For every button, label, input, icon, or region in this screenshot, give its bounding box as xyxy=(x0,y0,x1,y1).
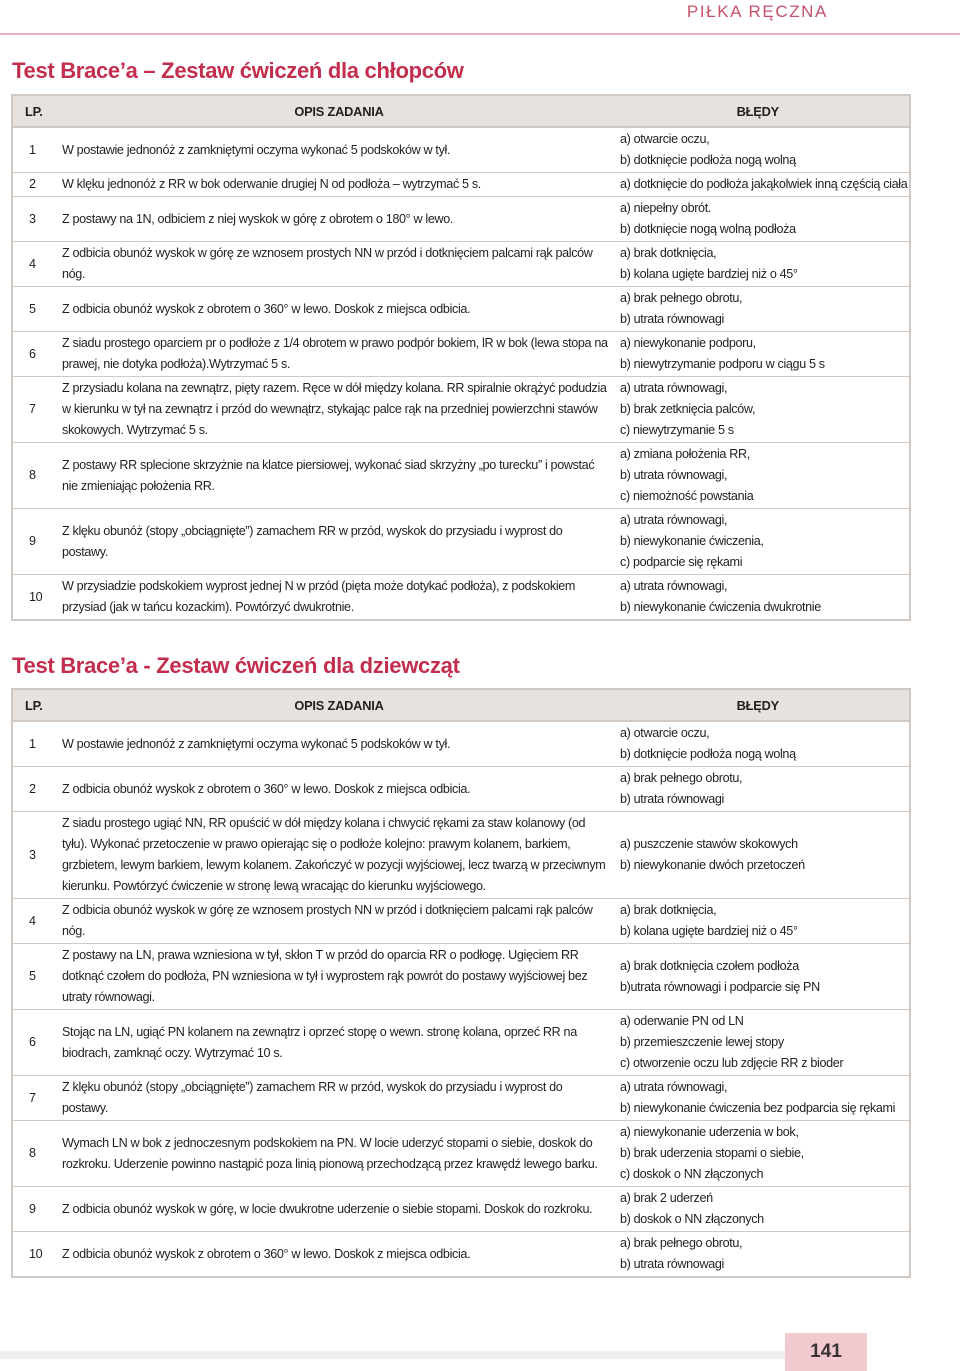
cell-errors: a) utrata równowagi, b) niewykonanie ćwiczenia, c) podparcie się rękami xyxy=(616,509,910,575)
cell-description: Z odbicia obunóż wyskok z obrotem o 360° w lewo. Doskok z miejsca odbicia. xyxy=(62,767,616,812)
column-header-errors: BŁĘDY xyxy=(616,95,910,127)
cell-lp: 9 xyxy=(12,1187,62,1232)
cell-description: Z postawy na LN, prawa wzniesiona w tył, skłon T w przód do oparcia RR o podłogę. Ugięciem RR dotknąć czołem do podłoża, PN wzniesiona w tył i wyprostem rąk powrót do postawy wyjściowej bez utraty równowagi. xyxy=(62,944,616,1010)
cell-lp: 4 xyxy=(12,899,62,944)
table-header-row xyxy=(12,689,910,721)
cell-errors: a) puszczenie stawów skokowych b) niewykonanie dwóch przetoczeń xyxy=(616,812,910,899)
cell-description: W klęku jednonóż z RR w bok oderwanie drugiej N od podłoża – wytrzymać 5 s. xyxy=(62,173,616,197)
cell-description: Z klęku obunóż (stopy „obciągnięte”) zamachem RR w przód, wyskok do przysiadu i wyprost do postawy. xyxy=(62,509,616,575)
cell-description: W postawie jednonóż z zamkniętymi oczyma wykonać 5 podskoków w tył. xyxy=(62,127,616,173)
cell-lp: 7 xyxy=(12,377,62,443)
cell-lp: 4 xyxy=(12,242,62,287)
cell-errors: a) niewykonanie uderzenia w bok, b) brak uderzenia stopami o siebie, c) doskok o NN złączonych xyxy=(616,1121,910,1187)
table-row xyxy=(12,197,910,242)
cell-description: Z odbicia obunóż wyskok z obrotem o 360° w lewo. Doskok z miejsca odbicia. xyxy=(62,1246,471,1261)
cell-description: Z siadu prostego ugiąć NN, RR opuścić w dół między kolana i chwycić rękami za staw kolanowy (od tyłu). Wykonać przetoczenie w prawo opierając się o podłoże kolejno: prawym kolanem, barkiem, grzbietem, lewym barkiem, lewym kolanem. Zakończyć w pozycji wyjściowej, lecz twarzą w przeciwnym kierunku. Powtórzyć ćwiczenie w stronę lewą wracając do kierunku wyjściowego. xyxy=(62,812,616,899)
cell-lp: 1 xyxy=(12,721,62,767)
cell-lp: 2 xyxy=(12,767,62,812)
table-row xyxy=(12,443,910,509)
table-row xyxy=(12,812,910,899)
cell-lp: 3 xyxy=(12,197,62,242)
table-row xyxy=(12,575,910,621)
cell-errors: a) utrata równowagi, b) niewykonanie ćwiczenia bez podparcia się rękami xyxy=(616,1076,910,1121)
cell-errors: a) utrata równowagi, b) niewykonanie ćwiczenia dwukrotnie xyxy=(620,579,821,614)
cell-lp: 1 xyxy=(12,127,62,173)
table-header-row xyxy=(12,95,910,127)
table-row xyxy=(12,767,910,812)
cell-description: Z odbicia obunóż wyskok w górę ze wznosem prostych NN w przód i dotknięciem palcami rąk palców nóg. xyxy=(62,899,616,944)
table-row xyxy=(12,287,910,332)
table-row xyxy=(12,509,910,575)
cell-errors: a) otwarcie oczu, b) dotknięcie podłoża nogą wolną xyxy=(616,721,910,767)
cell-errors: a) brak dotknięcia, b) kolana ugięte bardziej niż o 45° xyxy=(616,242,910,287)
cell-errors: a) oderwanie PN od LN b) przemieszczenie lewej stopy c) otworzenie oczu lub zdjęcie RR z bioder xyxy=(616,1010,910,1076)
cell-errors: a) otwarcie oczu, b) dotknięcie podłoża nogą wolną xyxy=(616,127,910,173)
table-row xyxy=(12,377,910,443)
table-row xyxy=(12,127,910,173)
cell-lp: 5 xyxy=(12,287,62,332)
cell-description: Z klęku obunóż (stopy „obciągnięte”) zamachem RR w przód, wyskok do przysiadu i wyprost do postawy. xyxy=(62,1076,616,1121)
table-row xyxy=(12,1187,910,1232)
table-row xyxy=(12,173,910,197)
cell-errors: a) brak dotknięcia, b) kolana ugięte bardziej niż o 45° xyxy=(616,899,910,944)
cell-lp: 10 xyxy=(29,1246,43,1261)
cell-description: W przysiadzie podskokiem wyprost jednej N w przód (pięta może dotykać podłoża), z podskokiem przysiad (jak w tańcu kozackim). Powtórzyć dwukrotnie. xyxy=(62,579,576,614)
cell-description: Z przysiadu kolana na zewnątrz, pięty razem. Ręce w dół między kolana. RR spiralnie okrążyć podudzia w kierunku w tył na zewnątrz i przód do wewnątrz, stykając palce rąk na przedniej powierzchni stawów skokowych. Wytrzymać 5 s. xyxy=(62,377,616,443)
table-row xyxy=(12,332,910,377)
cell-errors: a) brak dotknięcia czołem podłoża b)utrata równowagi i podparcie się PN xyxy=(616,944,910,1010)
cell-description: Z odbicia obunóż wyskok w górę ze wznosem prostych NN w przód i dotknięciem palcami rąk palców nóg. xyxy=(62,242,616,287)
footer-bar xyxy=(0,1351,785,1359)
table-row xyxy=(12,1010,910,1076)
column-header-errors: BŁĘDY xyxy=(616,689,910,721)
cell-lp: 10 xyxy=(29,589,43,604)
cell-errors: a) brak pełnego obrotu, b) utrata równowagi xyxy=(616,287,910,332)
table-body-boys xyxy=(12,127,910,620)
cell-lp: 2 xyxy=(12,173,62,197)
cell-description: W postawie jednonóż z zamkniętymi oczyma wykonać 5 podskoków w tył. xyxy=(62,721,616,767)
table-row xyxy=(12,1232,910,1278)
cell-lp: 3 xyxy=(12,812,62,899)
table-row xyxy=(12,242,910,287)
cell-errors: a) dotknięcie do podłoża jakąkolwiek inną częścią ciała xyxy=(616,173,910,197)
cell-errors: a) utrata równowagi, b) brak zetknięcia palców, c) niewytrzymanie 5 s xyxy=(616,377,910,443)
cell-errors: a) brak pełnego obrotu, b) utrata równowagi xyxy=(620,1236,743,1271)
section-title-girls: Test Brace’a - Zestaw ćwiczeń dla dziewcząt xyxy=(12,653,460,678)
table-row xyxy=(12,1121,910,1187)
exercise-table-boys xyxy=(11,94,911,621)
cell-description: Z postawy RR splecione skrzyżnie na klatce piersiowej, wykonać siad skrzyżny „po turecku” i powstać nie zmieniając położenia RR. xyxy=(62,443,616,509)
cell-errors: a) niewykonanie podporu, b) niewytrzymanie podporu w ciągu 5 s xyxy=(616,332,910,377)
cell-lp: 6 xyxy=(12,332,62,377)
cell-lp: 5 xyxy=(12,944,62,1010)
running-head: PIŁKA RĘCZNA xyxy=(686,2,828,21)
header-divider xyxy=(0,33,960,35)
table-row xyxy=(12,1076,910,1121)
cell-errors: a) niepełny obrót. b) dotknięcie nogą wolną podłoża xyxy=(616,197,910,242)
cell-lp: 7 xyxy=(12,1076,62,1121)
cell-lp: 8 xyxy=(12,443,62,509)
table-row xyxy=(12,899,910,944)
table-row xyxy=(12,944,910,1010)
cell-description: Z odbicia obunóż wyskok z obrotem o 360° w lewo. Doskok z miejsca odbicia. xyxy=(62,287,616,332)
cell-description: Wymach LN w bok z jednoczesnym podskokiem na PN. W locie uderzyć stopami o siebie, doskok do rozkroku. Uderzenie powinno nastąpić poza linią pionową przechodzącą przez krawędź lewego barku. xyxy=(62,1121,616,1187)
cell-lp: 6 xyxy=(12,1010,62,1076)
section-title-boys: Test Brace’a – Zestaw ćwiczeń dla chłopców xyxy=(12,58,464,83)
page-number: 141 xyxy=(785,1333,867,1371)
cell-errors: a) brak pełnego obrotu, b) utrata równowagi xyxy=(616,767,910,812)
column-header-description: OPIS ZADANIA xyxy=(62,689,616,721)
cell-lp: 9 xyxy=(12,509,62,575)
cell-description: Z siadu prostego oparciem pr o podłoże z 1/4 obrotem w prawo podpór bokiem, lR w bok (lewa stopa na prawej, nie dotyka podłoża).Wytrzymać 5 s. xyxy=(62,332,616,377)
exercise-table-girls xyxy=(11,688,911,1278)
cell-errors: a) zmiana położenia RR, b) utrata równowagi, c) niemożność powstania xyxy=(616,443,910,509)
cell-lp: 8 xyxy=(12,1121,62,1187)
cell-description: Z odbicia obunóż wyskok w górę, w locie dwukrotne uderzenie o siebie stopami. Doskok do rozkroku. xyxy=(62,1187,616,1232)
table-body-girls xyxy=(12,721,910,1277)
cell-errors: a) brak 2 uderzeń b) doskok o NN złączonych xyxy=(616,1187,910,1232)
cell-description: Z postawy na 1N, odbiciem z niej wyskok w górę z obrotem o 180° w lewo. xyxy=(62,197,616,242)
column-header-lp: LP. xyxy=(12,95,62,127)
table-row xyxy=(12,721,910,767)
cell-description: Stojąc na LN, ugiąć PN kolanem na zewnątrz i oprzeć stopę o wewn. stronę kolana, oprzeć RR na biodrach, zamknąć oczy. Wytrzymać 10 s. xyxy=(62,1010,616,1076)
column-header-description: OPIS ZADANIA xyxy=(62,95,616,127)
column-header-lp: LP. xyxy=(12,689,62,721)
